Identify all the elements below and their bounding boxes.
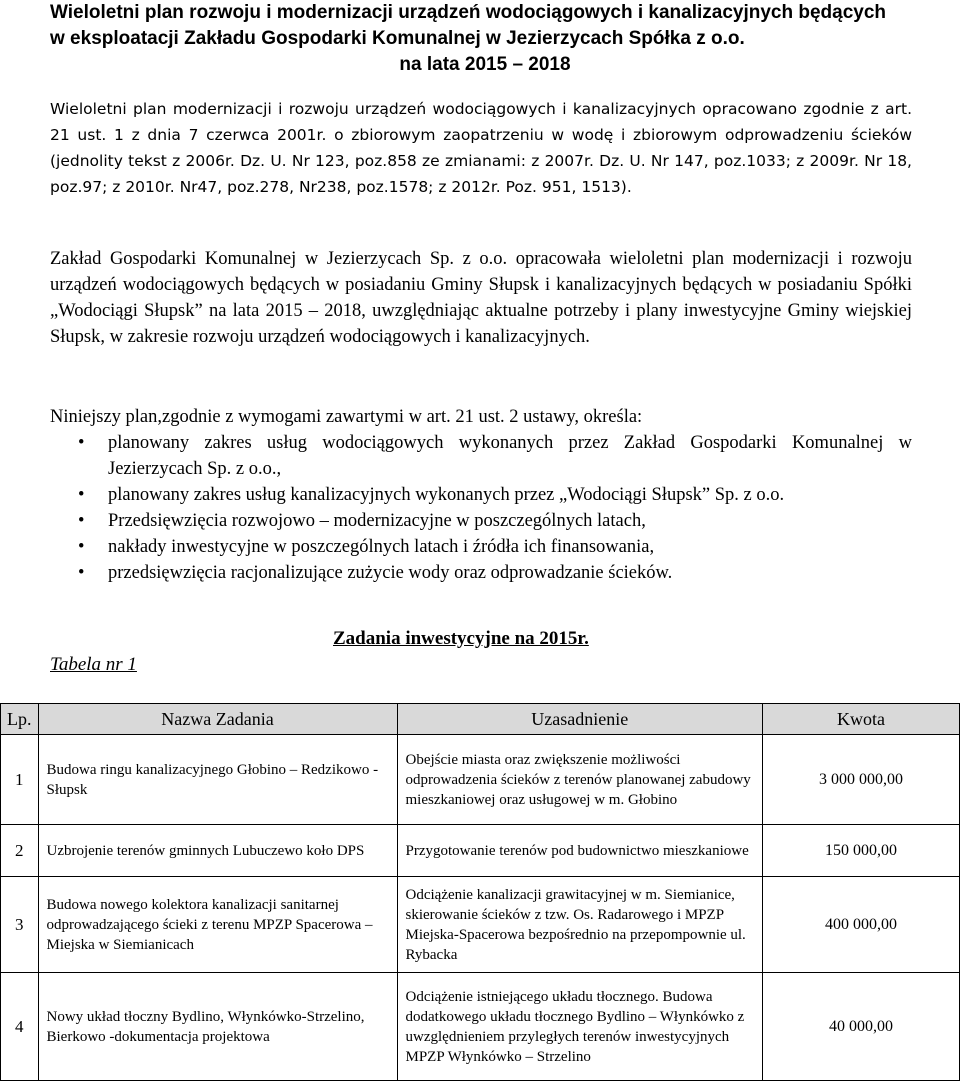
bullet-icon: • — [78, 433, 85, 453]
title-line-3: na lata 2015 – 2018 — [399, 54, 571, 75]
cell-reason: Odciążenie kanalizacji grawitacyjnej w m. Siemianice, skierowanie ścieków z tzw. Os. Radarowego i MPZP Miejska-Spacerowa bezpośrednio na przepompownie ul. Rybacka — [397, 877, 763, 973]
title-line-1: Wieloletni plan rozwoju i modernizacji urządzeń wodociągowych i kanalizacyjnych będących — [50, 2, 887, 23]
document-title — [50, 0, 920, 78]
scope-bullet-list — [0, 430, 960, 586]
list-item: • nakłady inwestycyjne w poszczególnych latach i źródła ich finansowania, — [0, 534, 912, 560]
cell-name: Budowa ringu kanalizacyjnego Głobino – Redzikowo - Słupsk — [38, 735, 397, 825]
cell-amount: 400 000,00 — [763, 877, 960, 973]
bullet-icon: • — [78, 537, 85, 557]
intro-paragraph-company: Zakład Gospodarki Komunalnej w Jezierzycach Sp. z o.o. opracowała wieloletni plan modernizacji i rozwoju urządzeń wodociągowych będących w posiadaniu Gminy Słupsk i kanalizacyjnych będących w posiadaniu Spółki „Wodociągi Słupsk” na lata 2015 – 2018, uwzględniając aktualne potrzeby i plany inwestycyjne Gminy wiejskiej Słupsk, w zakresie rozwoju urządzeń wodociągowych i kanalizacyjnych. — [50, 249, 912, 347]
header-reason: Uzasadnienie — [397, 704, 763, 735]
table-header-row — [1, 704, 960, 735]
bullet-icon: • — [78, 511, 85, 531]
list-item: • Przedsięwzięcia rozwojowo – modernizacyjne w poszczególnych latach, — [0, 508, 912, 534]
table-row — [1, 877, 960, 973]
cell-reason: Odciążenie istniejącego układu tłocznego. Budowa dodatkowego układu tłocznego Bydlino – Włynkówko z uwzględnieniem przyległych terenów inwestycyjnych MPZP Włynkówko – Strzelino — [397, 973, 763, 1081]
cell-amount: 3 000 000,00 — [763, 735, 960, 825]
list-item: • planowany zakres usług wodociągowych wykonanych przez Zakład Gospodarki Komunalnej w Jezierzycach Sp. z o.o., — [0, 430, 912, 482]
investment-table — [0, 703, 960, 1081]
intro-paragraph-legal-basis: Wieloletni plan modernizacji i rozwoju urządzeń wodociągowych i kanalizacyjnych opracowano zgodnie z art. 21 ust. 1 z dnia 7 czerwca 2001r. o zbiorowym zaopatrzeniu w wodę i zbiorowym odprowadzeniu ścieków (jednolity tekst z 2006r. Dz. U. Nr 123, poz.858 ze zmianami: z 2007r. Dz. U. Nr 147, poz.1033; z 2009r. Nr 18, poz.97; z 2010r. Nr47, poz.278, Nr238, poz.1578; z 2012r. Poz. 951, 1513). — [50, 100, 912, 196]
cell-lp: 2 — [1, 825, 39, 877]
cell-amount: 150 000,00 — [763, 825, 960, 877]
table-row — [1, 825, 960, 877]
header-name: Nazwa Zadania — [38, 704, 397, 735]
bullet-icon: • — [78, 485, 85, 505]
cell-lp: 1 — [1, 735, 39, 825]
list-item: • przedsięwzięcia racjonalizujące zużycie wody oraz odprowadzanie ścieków. — [0, 560, 912, 586]
cell-reason: Obejście miasta oraz zwiększenie możliwości odprowadzenia ścieków z terenów planowanej zabudowy mieszkaniowej oraz usługowej w m. Głobino — [397, 735, 763, 825]
cell-lp: 4 — [1, 973, 39, 1081]
cell-lp: 3 — [1, 877, 39, 973]
cell-name: Budowa nowego kolektora kanalizacji sanitarnej odprowadzającego ścieki z terenu MPZP Spacerowa – Miejska w Siemianicach — [38, 877, 397, 973]
bullet-icon: • — [78, 563, 85, 583]
table-label: Tabela nr 1 — [50, 654, 137, 675]
cell-reason: Przygotowanie terenów pod budownictwo mieszkaniowe — [397, 825, 763, 877]
header-amount: Kwota — [763, 704, 960, 735]
cell-name: Uzbrojenie terenów gminnych Lubuczewo koło DPS — [38, 825, 397, 877]
header-lp: Lp. — [1, 704, 39, 735]
table-row — [1, 973, 960, 1081]
list-item: • planowany zakres usług kanalizacyjnych wykonanych przez „Wodociągi Słupsk” Sp. z o.o. — [0, 482, 912, 508]
intro-paragraph-scope: Niniejszy plan,zgodnie z wymogami zawartymi w art. 21 ust. 2 ustawy, określa: — [50, 407, 643, 427]
cell-name: Nowy układ tłoczny Bydlino, Włynkówko-Strzelino, Bierkowo -dokumentacja projektowa — [38, 973, 397, 1081]
title-line-2: w eksploatacji Zakładu Gospodarki Komunalnej w Jezierzycach Spółka z o.o. — [50, 28, 745, 49]
cell-amount: 40 000,00 — [763, 973, 960, 1081]
table-row — [1, 735, 960, 825]
investment-heading: Zadania inwestycyjne na 2015r. — [333, 628, 589, 649]
